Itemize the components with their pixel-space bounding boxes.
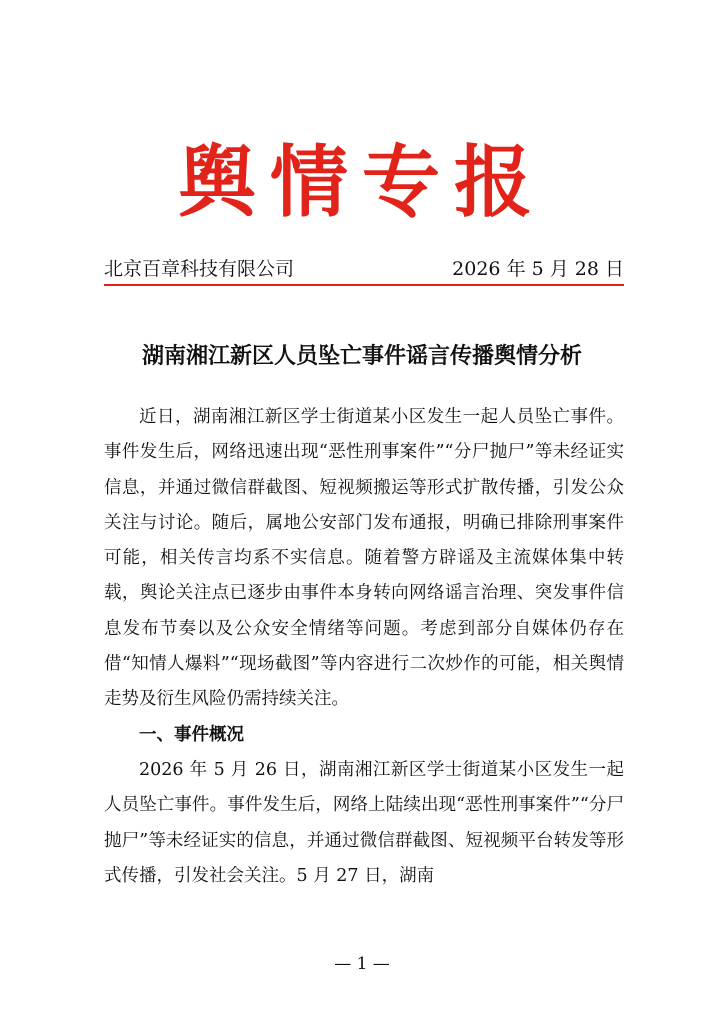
issuer-name: 北京百章科技有限公司 (104, 258, 295, 280)
section-heading-overview: 一、事件概况 (139, 724, 244, 745)
issuer-row (104, 255, 624, 283)
document-body (104, 400, 624, 894)
masthead-title: 舆情专报 (177, 137, 546, 228)
issue-date: 2026 年 5 月 28 日 (452, 258, 624, 280)
overview-paragraph: 2026 年 5 月 26 日，湖南湘江新区学士街道某小区发生一起人员坠亡事件。事件发生后，网络上陆续出现“恶性刑事案件”“分尸抛尸”等未经证实的信息，并通过微信群截图、短视频平台转发等形式传播，引发社会关注。5 月 27 日，湖南 (104, 759, 624, 886)
intro-paragraph: 近日，湖南湘江新区学士街道某小区发生一起人员坠亡事件。事件发生后，网络迅速出现“恶性刑事案件”“分尸抛尸”等未经证实信息，并通过微信群截图、短视频搬运等形式扩散传播，引发公众关注与讨论。随后，属地公安部门发布通报，明确已排除刑事案件可能，相关传言均系不实信息。随着警方辟谣及主流媒体集中转载，舆论关注点已逐步由事件本身转向网络谣言治理、突发事件信息发布节奏以及公众安全情绪等问题。考虑到部分自媒体仍存在借“知情人爆料”“现场截图”等内容进行二次炒作的可能，相关舆情走势及衍生风险仍需持续关注。 (104, 407, 624, 710)
red-divider-line (104, 284, 624, 286)
page-number: — 1 — (334, 954, 390, 974)
document-title: 湖南湘江新区人员坠亡事件谣言传播舆情分析 (141, 343, 582, 369)
